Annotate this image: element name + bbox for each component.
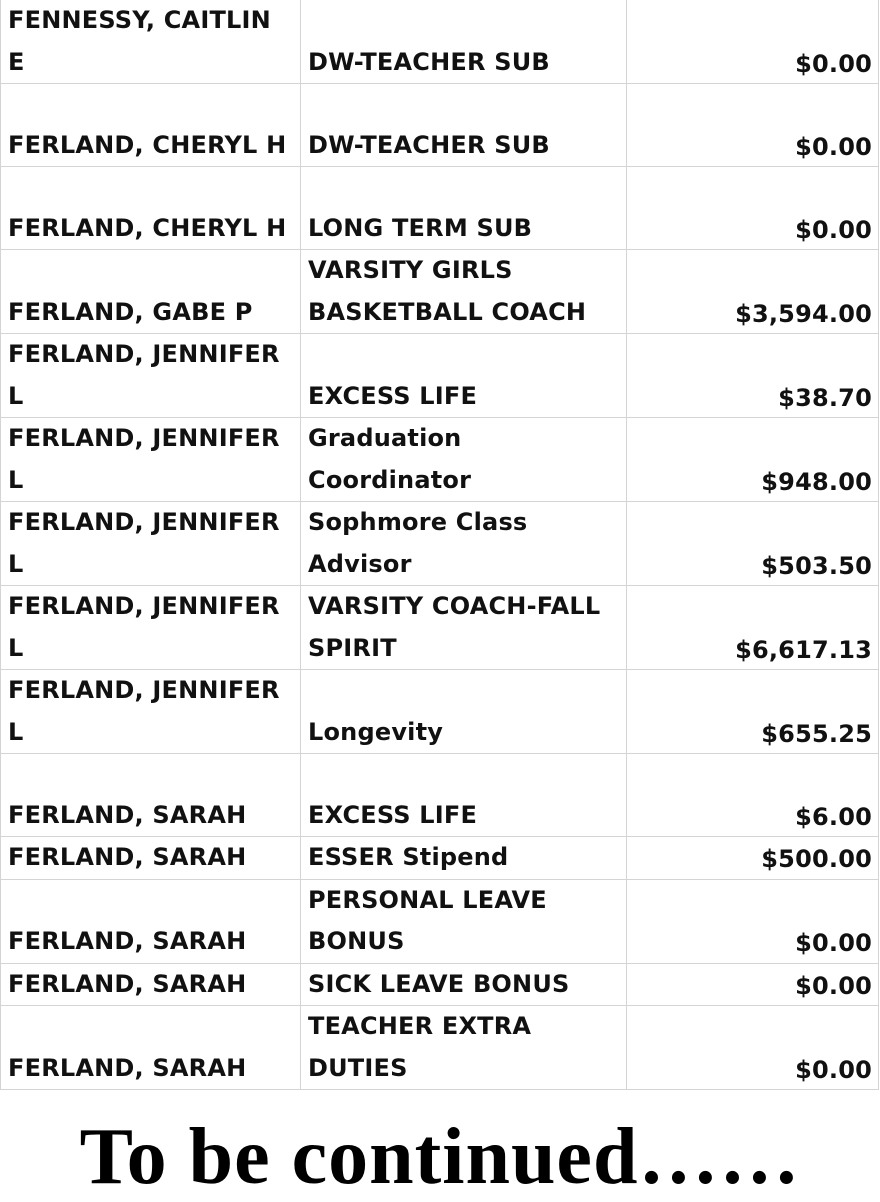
- pay-amount-value: $0.00: [795, 971, 872, 1000]
- table-row: [1, 586, 879, 670]
- table-row: [1, 502, 879, 586]
- pay-amount: [627, 754, 879, 837]
- table-row: [1, 963, 879, 1006]
- pay-amount-value: $500.00: [761, 845, 872, 873]
- pay-description: SICK LEAVE BONUS: [301, 963, 627, 1006]
- continued-notice: To be continued……: [79, 1113, 801, 1201]
- employee-name: FERLAND, JENNIFER L: [1, 586, 301, 670]
- pay-amount: [627, 418, 879, 502]
- pay-amount: [627, 879, 879, 963]
- table-row: [1, 418, 879, 502]
- pay-amount: [627, 670, 879, 754]
- employee-name: FERLAND, JENNIFER L: [1, 334, 301, 418]
- pay-amount-value: $38.70: [778, 383, 872, 412]
- table-row: [1, 879, 879, 963]
- pay-description: DW-TEACHER SUB: [301, 0, 627, 84]
- pay-description: Graduation Coordinator: [301, 418, 627, 502]
- table-row: [1, 754, 879, 837]
- employee-name: FERLAND, JENNIFER L: [1, 670, 301, 754]
- pay-description: ESSER Stipend: [301, 837, 627, 880]
- table-row: [1, 0, 879, 84]
- employee-name: FERLAND, GABE P: [1, 250, 301, 334]
- pay-amount-value: $6,617.13: [735, 635, 872, 664]
- pay-amount: [627, 334, 879, 418]
- pay-amount: [627, 502, 879, 586]
- employee-name: FERLAND, SARAH: [1, 1006, 301, 1090]
- pay-amount: [627, 84, 879, 167]
- pay-amount: [627, 0, 879, 84]
- pay-description: DW-TEACHER SUB: [301, 84, 627, 167]
- table-row: [1, 334, 879, 418]
- pay-amount-value: $655.25: [761, 719, 872, 748]
- employee-name: FERLAND, SARAH: [1, 837, 301, 880]
- pay-amount: [627, 963, 879, 1006]
- pay-amount-value: $503.50: [761, 551, 872, 580]
- pay-amount-value: $3,594.00: [735, 299, 872, 328]
- pay-description: EXCESS LIFE: [301, 334, 627, 418]
- pay-amount: [627, 250, 879, 334]
- table-row: [1, 670, 879, 754]
- pay-description: VARSITY COACH-FALL SPIRIT: [301, 586, 627, 670]
- employee-name: FERLAND, CHERYL H: [1, 84, 301, 167]
- pay-amount-value: $0.00: [795, 215, 872, 244]
- employee-name: FERLAND, CHERYL H: [1, 167, 301, 250]
- pay-description: VARSITY GIRLS BASKETBALL COACH: [301, 250, 627, 334]
- pay-description: LONG TERM SUB: [301, 167, 627, 250]
- pay-amount: [627, 586, 879, 670]
- pay-amount-value: $6.00: [795, 802, 872, 831]
- pay-amount-value: $0.00: [795, 929, 872, 957]
- pay-description: TEACHER EXTRA DUTIES: [301, 1006, 627, 1090]
- pay-amount-value: $0.00: [795, 49, 872, 78]
- pay-amount: [627, 837, 879, 880]
- employee-name: FERLAND, SARAH: [1, 963, 301, 1006]
- table-row: [1, 84, 879, 167]
- employee-name: FERLAND, SARAH: [1, 754, 301, 837]
- table-row: [1, 837, 879, 880]
- employee-name: FERLAND, JENNIFER L: [1, 418, 301, 502]
- employee-name: FERLAND, SARAH: [1, 879, 301, 963]
- employee-name: FERLAND, JENNIFER L: [1, 502, 301, 586]
- pay-amount-value: $0.00: [795, 1055, 872, 1084]
- pay-description: PERSONAL LEAVE BONUS: [301, 879, 627, 963]
- pay-description: Longevity: [301, 670, 627, 754]
- pay-amount: [627, 1006, 879, 1090]
- pay-amount-value: $948.00: [761, 467, 872, 496]
- pay-amount-value: $0.00: [795, 132, 872, 161]
- table-row: [1, 250, 879, 334]
- table-row: [1, 167, 879, 250]
- employee-name: FENNESSY, CAITLIN E: [1, 0, 301, 84]
- pay-amount: [627, 167, 879, 250]
- pay-description: EXCESS LIFE: [301, 754, 627, 837]
- table-row: [1, 1006, 879, 1090]
- pay-description: Sophmore Class Advisor: [301, 502, 627, 586]
